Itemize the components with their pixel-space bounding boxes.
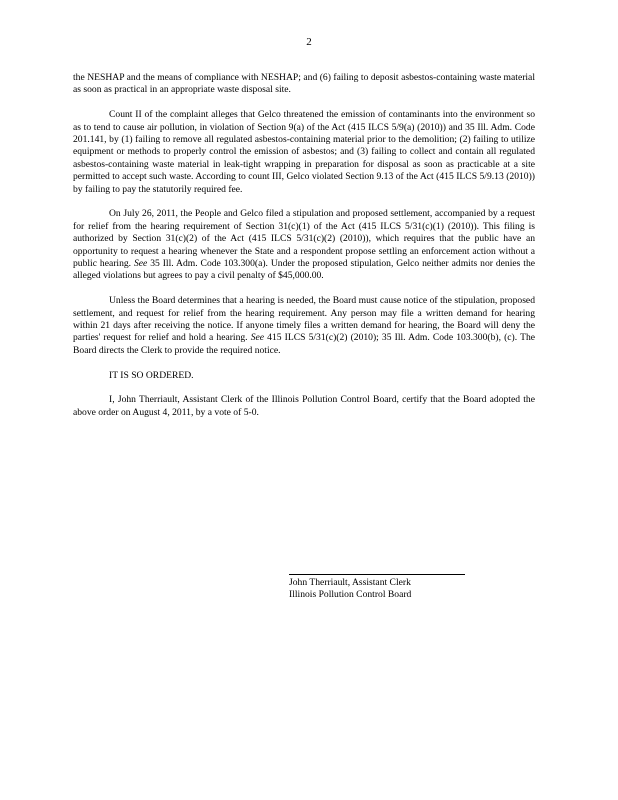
so-ordered-statement: IT IS SO ORDERED.	[109, 369, 194, 381]
paragraph-text: Unless the Board determines that a hearing is needed, the Board must cause notice of the stipulation, proposed settlement, and request for relief from the hearing requirement. Any person may file a written demand for hearing within 21 days after receiving the notice. If anyone timely files a written demand for hearing, the Board will deny the parties' request for relief and hold a hearing.	[73, 295, 535, 344]
paragraph-stipulation-filing	[73, 208, 535, 282]
paragraph-count-two-three	[73, 109, 535, 196]
signatory-name-title: John Therriault, Assistant Clerk	[289, 577, 411, 588]
paragraph-text: 415 ILCS 5/31(c)(2) (2010); 35 Ill. Adm. Code 103.300(b), (c). The Board directs the Clerk to provide the required notice.	[73, 332, 535, 356]
paragraph-text: Count II of the complaint alleges that Gelco threatened the emission of contaminants into the environment so as to tend to cause air pollution, in violation of Section 9(a) of the Act (415 ILCS 5/9(a) (2010)) and 35 Ill. Adm. Code 201.141, by (1) failing to remove all regulated asbestos-containing material prior to the demolition; (2) failing to utilize equipment or methods to properly control the emission of asbestos; and (3) failing to collect and contain all regulated asbestos-containing waste material in leak-tight wrapping in preparation for disposal as soon as practicable at a site permitted to accept such waste. According to count III, Gelco violated Section 9.13 of the Act (415 ILCS 5/9.13 (2010)) by failing to pay the statutorily required fee.	[73, 109, 535, 195]
see-citation-signal: See	[133, 258, 148, 270]
signature-block	[289, 574, 465, 602]
paragraph-text: On July 26, 2011, the People and Gelco filed a stipulation and proposed settlement, accompanied by a request for relief from the hearing requirement of Section 31(c)(1) of the Act (415 ILCS 5/31(c)(1) (2010)). This filing is authorized by Section 31(c)(2) of the Act (415 ILCS 5/31(c)(2) (2010)), which requires that the public have an opportunity to request a hearing whenever the State and a respondent propose settling an enforcement action without a public hearing.	[73, 208, 535, 270]
clerk-certification	[73, 394, 535, 419]
paragraph-neshap-continuation	[73, 72, 535, 97]
signature-line	[289, 574, 465, 575]
see-citation-signal: See	[250, 332, 265, 344]
paragraph-hearing-notice	[73, 295, 535, 357]
signatory-organization: Illinois Pollution Control Board	[289, 589, 412, 601]
order-body	[73, 72, 535, 432]
paragraph-text: the NESHAP and the means of compliance with NESHAP; and (6) failing to deposit asbestos-containing waste material as soon as practical in an appropriate waste disposal site.	[73, 72, 535, 96]
page-number: 2	[306, 36, 312, 48]
paragraph-text: I, John Therriault, Assistant Clerk of the Illinois Pollution Control Board, certify that the Board adopted the above order on August 4, 2011, by a vote of 5-0.	[73, 394, 535, 418]
paragraph-text: 35 Ill. Adm. Code 103.300(a). Under the proposed stipulation, Gelco neither admits nor denies the alleged violations but agrees to pay a civil penalty of $45,000.00.	[73, 258, 535, 282]
